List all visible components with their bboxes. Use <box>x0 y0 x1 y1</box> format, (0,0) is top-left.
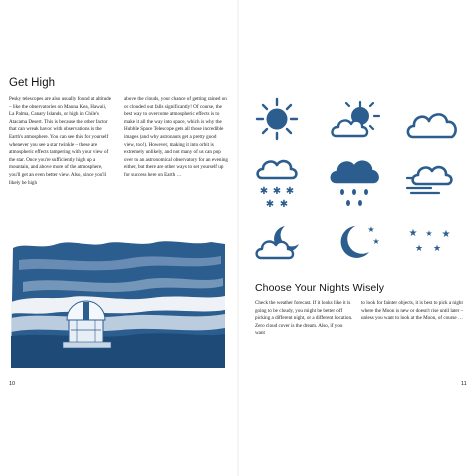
heading-get-high: Get High <box>9 77 56 89</box>
left-paragraph-1: Pesky telescopes are also usually found at altitude – like the observatories on Mauna Kea, Hawaii, La Palma, Canary Islands, or high in Chile's Atacama Desert. This is because the other factor that can wreak havoc with observations is the Earth's atmosphere. You can see this for yourself whenever you see a star twinkle – these are atmospheric effects tampering with your view of the star. Once you're sufficiently high up a mountain, and above more of the atmosphere, you'll get an even better view. Also, since you'll likely be high <box>9 96 111 186</box>
left-page-number: 10 <box>9 381 16 387</box>
heading-choose-your-nights: Choose Your Nights Wisely <box>255 282 385 294</box>
svg-text:★: ★ <box>372 237 380 246</box>
rain-cloud-icon <box>330 156 382 212</box>
right-text-column-1 <box>255 300 353 338</box>
snow-cloud-icon <box>255 156 299 212</box>
left-page <box>0 0 237 476</box>
svg-text:★: ★ <box>441 229 451 240</box>
left-text-column-2 <box>124 96 228 180</box>
windy-cloud-icon <box>405 158 461 198</box>
right-page <box>239 0 476 476</box>
moon-behind-cloud-icon <box>255 222 303 262</box>
left-text-column-1 <box>9 96 112 187</box>
svg-text:✱: ✱ <box>285 186 295 197</box>
right-page-number: 11 <box>461 381 467 387</box>
svg-text:✱: ✱ <box>279 199 289 210</box>
right-paragraph-1: Check the weather forecast. If it looks like it is going to be cloudy, you might be better off picking a different night, or a different location. Zero cloud cover is the dream. Also, if you want <box>255 300 353 337</box>
svg-text:★: ★ <box>408 228 418 239</box>
svg-text:✱: ✱ <box>259 186 269 197</box>
left-paragraph-2: above the clouds, your chance of getting rained on or clouded out falls significantly! Of course, the best way to overcome atmospheric effects is to make it all the way into space, which is why the Hubble Space Telescope gets all those incredible images (and why astronauts get a pretty good view, too!). However, making it into orbit is extremely unlikely, and not many of us can pop over to an astronomical observatory for an evening either, but there are other ways to set yourself up for success here on Earth … <box>124 96 228 178</box>
right-paragraph-2: to look for fainter objects, it is best to pick a night where the Moon is new or doesn't rise until later – unless you want to look at the Moon, of course … <box>361 300 464 322</box>
observatory-illustration <box>11 240 226 368</box>
cloud-icon <box>405 106 461 142</box>
svg-text:✱: ✱ <box>265 199 275 210</box>
crescent-moon-stars-icon <box>335 220 381 264</box>
svg-text:★: ★ <box>425 229 433 238</box>
svg-text:✱: ✱ <box>272 186 282 197</box>
svg-text:★: ★ <box>414 244 424 254</box>
stars-icon <box>405 226 455 256</box>
svg-text:★: ★ <box>367 225 375 234</box>
svg-text:★: ★ <box>432 244 442 254</box>
sun-behind-cloud-icon <box>330 100 382 144</box>
right-text-column-2 <box>361 300 469 323</box>
sun-icon <box>255 97 299 141</box>
